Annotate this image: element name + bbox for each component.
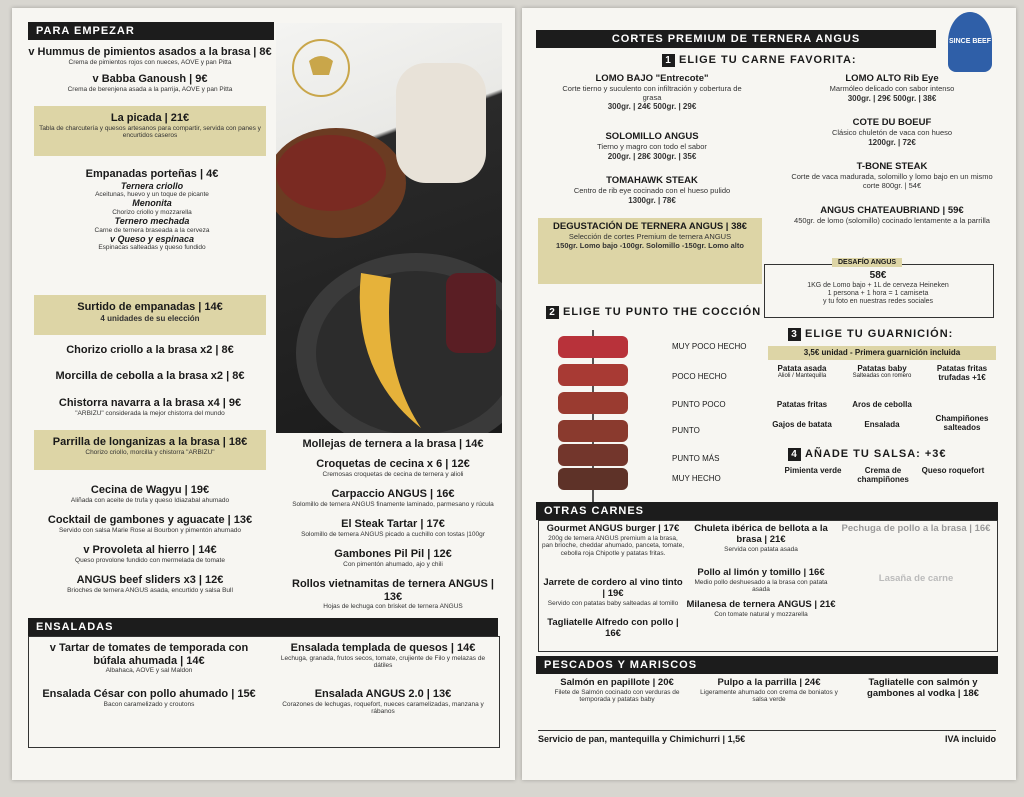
item-desc: Con pimentón ahumado, ajo y chili	[343, 560, 443, 568]
item-name: Jarrete de cordero al vino tinto | 19€	[543, 577, 683, 599]
step-label: ELIGE TU PUNTO THE COCCIÓN	[563, 306, 762, 318]
menu-item-sliders	[22, 574, 278, 594]
item-name: Cocktail de gambones y aguacate | 13€	[47, 514, 253, 526]
item-name: LOMO BAJO "Entrecote"	[595, 73, 709, 84]
menu-item-tartar	[282, 518, 504, 538]
item-price: 300gr. | 24€ 500gr. | 29€	[607, 102, 697, 112]
slice-muy-poco	[558, 336, 628, 358]
item-desc: Chorizo criollo y mozzarella	[112, 208, 192, 216]
item-price: 200gr. | 28€ 300gr. | 35€	[607, 151, 697, 161]
item-desc: "ARBIZU" considerada la mejor chistorra del mundo	[75, 409, 225, 417]
item-price: 1200gr. | 72€	[868, 137, 916, 147]
guarnicion-6: Gajos de batata	[772, 420, 832, 429]
item-desc: Clásico chuletón de vaca con hueso	[831, 127, 953, 137]
menu-item-provoleta	[22, 544, 278, 564]
otras-faded: Lasaña de carne	[878, 573, 954, 584]
guarnicion-0: Patata asada Alioli / Mantequilla	[777, 364, 827, 379]
guarnicion-2: Patatas fritas trufadas +1€	[936, 364, 988, 382]
item-name: v Provoleta al hierro | 14€	[83, 544, 217, 556]
item-desc: Crema de pimientos rojos con nueces, AOVE y pan Pitta	[68, 58, 232, 66]
item-desc: Solomillo de ternera ANGUS finamente laminado, parmesano y rúcula	[292, 500, 494, 508]
menu-item-parrilla	[38, 436, 262, 456]
item-name: ANGUS beef sliders x3 | 12€	[76, 574, 224, 586]
menu-item-rollos	[282, 578, 504, 611]
item-desc: Brioches de ternera ANGUS asada, encurtido y salsa Bull	[67, 586, 233, 594]
item-sub: Menonita	[132, 198, 172, 209]
item-desc: Albahaca, AOVE y sal Maldon	[105, 667, 193, 675]
item-desc: 450gr. de lomo (solomillo) cocinado lentamente a la parrilla	[794, 215, 990, 225]
pescado-tagliatelle: Tagliatelle con salmón y gambones al vodka | 18€	[867, 677, 979, 699]
section-header-ensaladas: ENSALADAS	[28, 618, 498, 636]
cut-tomahawk	[552, 176, 752, 205]
item-name: Pulpo a la parrilla | 24€	[717, 677, 821, 688]
otras-pollo	[686, 568, 836, 594]
desafio-line: 1 persona + 1 hora = 1 camiseta	[827, 289, 929, 297]
punto-label-0: MUY POCO HECHO	[672, 342, 747, 351]
footer-servicio: Servicio de pan, mantequilla y Chimichurri | 1,5€	[538, 734, 746, 744]
item-name: v Tartar de tomates de temporada con búfala ahumada | 14€	[49, 642, 249, 667]
menu-item-picada	[38, 112, 262, 140]
item-desc: Cremosas croquetas de cecina de ternera y alioli	[322, 470, 464, 478]
item-desc: Bacon caramelizado y croutons	[103, 700, 195, 708]
item-desc: Centro de rib eye cocinado con el hueso pulido	[573, 185, 731, 195]
cut-chateaubriand	[782, 206, 1002, 226]
desafio-price: 58€	[869, 270, 887, 281]
item-desc: Carne de ternera braseada a la cerveza	[94, 226, 210, 234]
punto-label-2: PUNTO POCO	[672, 400, 726, 409]
left-menu-page	[12, 8, 515, 780]
menu-item-surtido	[38, 301, 262, 323]
menu-item-cesar	[34, 688, 264, 708]
guarnicion-5: Champiñones salteados	[935, 414, 989, 432]
item-desc: Corte tierno y suculento con infiltración y cobertura de grasa	[562, 83, 742, 102]
step-number: 3	[788, 328, 801, 341]
otras-burger	[542, 524, 684, 557]
steak-photo-illustration	[276, 23, 502, 433]
section-header-cortes: CORTES PREMIUM DE TERNERA ANGUS	[536, 30, 936, 48]
item-desc: Lechuga, granada, frutos secos, tomate, crujiente de Filo y melazas de dátiles	[280, 654, 486, 670]
cut-solomillo	[552, 132, 752, 161]
menu-item-hummus	[22, 46, 278, 66]
item-desc: 200g de ternera ANGUS premium a la brasa, pan brioche, cheddar ahumado, panceta, tomate, cebolla roja Chipotle y patatas fritas.	[542, 534, 685, 557]
item-sub: Ternera criollo	[120, 180, 184, 191]
item-desc: Queso provolone fundido con mermelada de tomate	[75, 556, 225, 564]
item-name: SOLOMILLO ANGUS	[605, 131, 699, 142]
step2-title	[546, 306, 761, 319]
item-desc: Chorizo criollo, morcilla y chistorra "ARBIZU"	[85, 448, 215, 456]
guarnicion-header: 3,5€ unidad - Primera guarnición incluida	[768, 346, 996, 360]
item-name: Carpaccio ANGUS | 16€	[331, 488, 455, 500]
item-name: La picada | 21€	[110, 112, 190, 124]
menu-item-templada	[272, 642, 494, 670]
item-desc: Crema de berenjena asada a la parrija, AOVE y pan Pitta	[67, 85, 233, 93]
item-name: Surtido de empanadas | 14€	[77, 301, 223, 313]
menu-item-carpaccio	[282, 488, 504, 508]
item-name: T-BONE STEAK	[856, 161, 928, 172]
item-desc: Medio pollo deshuesado a la brasa con patata asada	[694, 578, 828, 594]
otras-tagliatelle: Tagliatelle Alfredo con pollo | 16€	[547, 617, 679, 639]
item-name: TOMAHAWK STEAK	[606, 175, 698, 186]
step-label: ELIGE TU CARNE FAVORITA:	[679, 54, 857, 66]
desafio-line: 1KG de Lomo bajo + 1L de cerveza Heineken	[807, 281, 949, 289]
item-name: Croquetas de cecina x 6 | 12€	[316, 458, 470, 470]
item-name: Milanesa de ternera ANGUS | 21€	[686, 599, 836, 610]
item-name: Gourmet ANGUS burger | 17€	[546, 523, 680, 534]
item-desc: Marmóleo delicado con sabor intenso	[829, 83, 955, 93]
step3-title	[788, 328, 953, 341]
step-label: AÑADE TU SALSA: +3€	[805, 448, 947, 460]
item-desc: Hojas de lechuga con brisket de ternera ANGUS	[323, 603, 463, 611]
menu-item-babba	[22, 73, 278, 93]
item-price: 1300gr. | 78€	[628, 195, 676, 205]
desafio-label: DESAFÍO ANGUS	[832, 258, 902, 267]
item-desc: Servida con patata asada	[724, 545, 798, 553]
slice-muy-hecho	[558, 468, 628, 490]
menu-item-ensalada-angus	[272, 688, 494, 716]
pescado-pulpo	[694, 678, 844, 704]
item-name: COTE DU BOEUF	[852, 117, 932, 128]
item-name: Pollo al limón y tomillo | 16€	[697, 567, 825, 578]
salsa-0: Pimienta verde	[784, 466, 842, 475]
item-price: 300gr. | 29€ 500gr. | 38€	[847, 93, 937, 103]
section-header-pescados: PESCADOS Y MARISCOS	[536, 656, 998, 674]
menu-item-croquetas	[282, 458, 504, 478]
menu-item-cecina	[22, 484, 278, 504]
item-desc: Servido con salsa Marie Rose al Bourbon y pimentón ahumado	[58, 526, 242, 534]
item-sub: v Queso y espinaca	[109, 234, 195, 245]
menu-item-tartar-tomates	[34, 642, 264, 675]
item-desc: Aceitunas, huevo y un toque de picante	[95, 190, 209, 198]
item-desc: Con tomate natural y mozzarella	[714, 610, 808, 618]
otras-jarrete	[542, 578, 684, 607]
doneness-chart	[522, 330, 762, 510]
menu-item-gambones	[282, 548, 504, 568]
item-desc: Filete de Salmón cocinado con verduras de temporada y patatas baby	[554, 688, 680, 704]
desafio-content	[766, 270, 990, 306]
section-header-otras-carnes: OTRAS CARNES	[536, 502, 998, 520]
step-number: 2	[546, 306, 559, 319]
item-name: v Babba Ganoush | 9€	[92, 73, 208, 85]
item-name: Gambones Pil Pil | 12€	[334, 548, 452, 560]
since-beef-badge: SINCE BEEF	[948, 12, 992, 72]
cut-lomo-bajo	[552, 74, 752, 111]
step-number: 1	[662, 54, 675, 67]
step-label: ELIGE TU GUARNICIÓN:	[805, 328, 954, 340]
item-name: DEGUSTACIÓN DE TERNERA ANGUS | 38€	[553, 221, 747, 232]
item-name: Salmón en papillote | 20€	[560, 677, 674, 688]
item-desc: Tabla de charcutería y quesos artesanos para compartir, servida con panes y encurtidos caseros	[39, 124, 261, 140]
item-name: Parrilla de longanizas a la brasa | 18€	[52, 436, 248, 448]
pescado-salmon	[542, 678, 692, 704]
item-desc: Selección de cortes Premium de ternera ANGUS	[568, 231, 732, 241]
menu-item-chorizo: Chorizo criollo a la brasa x2 | 8€	[66, 344, 234, 356]
menu-item-empanadas	[42, 168, 262, 252]
item-name: Ensalada ANGUS 2.0 | 13€	[314, 688, 452, 700]
item-name: LOMO ALTO Rib Eye	[845, 73, 939, 84]
cut-lomo-alto	[782, 74, 1002, 103]
menu-item-chistorra	[22, 397, 278, 417]
item-desc: Servido con patatas baby salteadas al tomillo	[547, 599, 679, 607]
steak-photo	[276, 23, 502, 433]
guarnicion-4: Aros de cebolla	[852, 400, 912, 409]
punto-label-4: PUNTO MÁS	[672, 454, 720, 463]
cut-degustacion	[542, 222, 758, 250]
item-name: v Hummus de pimientos asados a la brasa | 8€	[28, 46, 272, 58]
section-header-para-empezar: PARA EMPEZAR	[28, 22, 274, 40]
punto-label-3: PUNTO	[672, 426, 700, 435]
guarnicion-1: Patatas baby Salteadas con romero	[852, 364, 912, 379]
item-name: ANGUS CHATEAUBRIAND | 59€	[820, 205, 964, 216]
item-name: Chistorra navarra a la brasa x4 | 9€	[58, 397, 242, 409]
item-desc: 4 unidades de su elección	[100, 313, 200, 323]
menu-item-morcilla: Morcilla de cebolla a la brasa x2 | 8€	[55, 370, 245, 382]
otras-milanesa	[686, 600, 836, 618]
slice-punto	[558, 420, 628, 442]
item-desc: Solomillo de ternera ANGUS picado a cuchillo con tostas |100gr	[301, 530, 485, 538]
item-name: El Steak Tartar | 17€	[341, 518, 445, 530]
item-name: Chuleta ibérica de bellota a la brasa | 21€	[694, 523, 828, 545]
item-desc: Corte de vaca madurada, solomillo y lomo bajo en un mismo corte 800gr. | 54€	[791, 171, 993, 190]
step4-title	[788, 448, 947, 461]
menu-item-mollejas: Mollejas de ternera a la brasa | 14€	[302, 438, 484, 450]
guarnicion-7: Ensalada	[864, 420, 900, 429]
slice-poco	[558, 364, 628, 386]
desafio-line: y tu foto en nuestras redes sociales	[822, 297, 934, 305]
item-detail: 150gr. Lomo bajo -100gr. Solomillo -150gr. Lomo alto	[556, 240, 744, 250]
step-number: 4	[788, 448, 801, 461]
item-name: Cecina de Wagyu | 19€	[90, 484, 210, 496]
footer-divider	[538, 730, 996, 731]
salsa-1: Crema de champiñones	[857, 466, 909, 484]
item-name: Empanadas porteñas | 4€	[85, 168, 219, 180]
right-menu-page	[522, 8, 1016, 780]
salsa-2: Queso roquefort	[921, 466, 985, 475]
item-name: Rollos vietnamitas de ternera ANGUS | 13€	[292, 578, 494, 603]
item-name: Ensalada César con pollo ahumado | 15€	[42, 688, 256, 700]
guarnicion-3: Patatas fritas	[776, 400, 828, 409]
slice-punto-poco	[558, 392, 628, 414]
slice-punto-mas	[558, 444, 628, 466]
step1-title	[662, 54, 857, 67]
item-name: Ensalada templada de quesos | 14€	[290, 642, 476, 654]
otras-chuleta	[686, 524, 836, 553]
item-desc: Corazones de lechugas, roquefort, nueces caramelizadas, manzana y rábanos	[282, 700, 484, 716]
punto-label-1: POCO HECHO	[672, 372, 727, 381]
item-desc: Ligeramente ahumado con crema de boniatos y salsa verde	[700, 688, 838, 704]
item-desc: Espinacas salteadas y queso fundido	[98, 244, 206, 252]
menu-item-cocktail	[22, 514, 278, 534]
item-sub: Ternero mechada	[114, 216, 190, 227]
item-desc: Tierno y magro con todo el sabor	[597, 141, 707, 151]
punto-label-5: MUY HECHO	[672, 474, 721, 483]
item-desc: Aliñada con aceite de trufa y queso Idiazabal ahumado	[70, 496, 230, 504]
cut-cote	[782, 118, 1002, 147]
otras-pechuga: Pechuga de pollo a la brasa | 16€	[841, 523, 991, 534]
cut-tbone	[782, 162, 1002, 190]
footer-iva: IVA incluido	[945, 734, 996, 744]
